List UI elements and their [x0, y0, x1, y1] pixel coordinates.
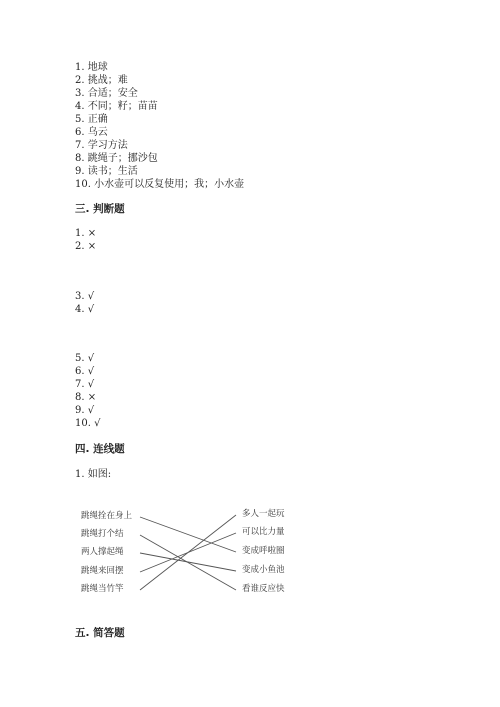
right-item-3: 变成呼啦圈 — [242, 546, 285, 556]
answer-line-2: 2. 挑战；难 — [75, 75, 128, 86]
connection-line-1 — [140, 517, 236, 552]
judgment-answer-10: 10. √ — [75, 418, 101, 429]
answer-line-7: 7. 学习方法 — [75, 140, 128, 151]
judgment-answer-8: 8. × — [75, 392, 97, 403]
answer-line-4: 4. 不同；籽；苗苗 — [75, 101, 158, 112]
section-heading-matching: 四. 连线题 — [75, 443, 125, 455]
matching-intro: 1. 如图: — [75, 469, 112, 480]
left-item-4: 跳绳来回摆 — [81, 566, 124, 576]
answer-line-8: 8. 跳绳子；挪沙包 — [75, 153, 158, 164]
answer-line-10: 10. 小水壶可以反复使用；我；小水壶 — [75, 179, 245, 190]
right-item-2: 可以比力量 — [242, 527, 285, 537]
right-item-4: 变成小鱼池 — [242, 565, 285, 575]
answer-line-3: 3. 合适；安全 — [75, 88, 138, 99]
answer-line-5: 5. 正确 — [75, 114, 108, 125]
answer-line-6: 6. 乌云 — [75, 127, 108, 138]
section-heading-short-answer: 五. 简答题 — [75, 627, 125, 639]
right-item-1: 多人一起玩 — [242, 509, 285, 519]
connection-line-2 — [140, 535, 236, 590]
judgment-answer-7: 7. √ — [75, 379, 95, 390]
connection-line-5 — [140, 515, 236, 590]
section-heading-judgment: 三. 判断题 — [75, 203, 125, 215]
left-item-1: 跳绳拴在身上 — [81, 511, 133, 521]
judgment-answer-9: 9. √ — [75, 405, 95, 416]
left-item-2: 跳绳打个结 — [81, 529, 124, 539]
judgment-answer-1: 1. × — [75, 228, 97, 239]
judgment-answer-5: 5. √ — [75, 353, 95, 364]
judgment-answer-3: 3. √ — [75, 291, 95, 302]
left-item-3: 两人撑起绳 — [81, 547, 124, 557]
judgment-answer-2: 2. × — [75, 241, 97, 252]
judgment-answer-6: 6. √ — [75, 366, 95, 377]
judgment-answer-4: 4. √ — [75, 304, 95, 315]
answer-line-9: 9. 读书；生活 — [75, 166, 138, 177]
answer-line-1: 1. 地球 — [75, 62, 108, 73]
left-item-5: 跳绳当竹竿 — [81, 584, 124, 594]
connection-line-3 — [140, 553, 236, 571]
right-item-5: 看谁反应快 — [242, 584, 285, 594]
